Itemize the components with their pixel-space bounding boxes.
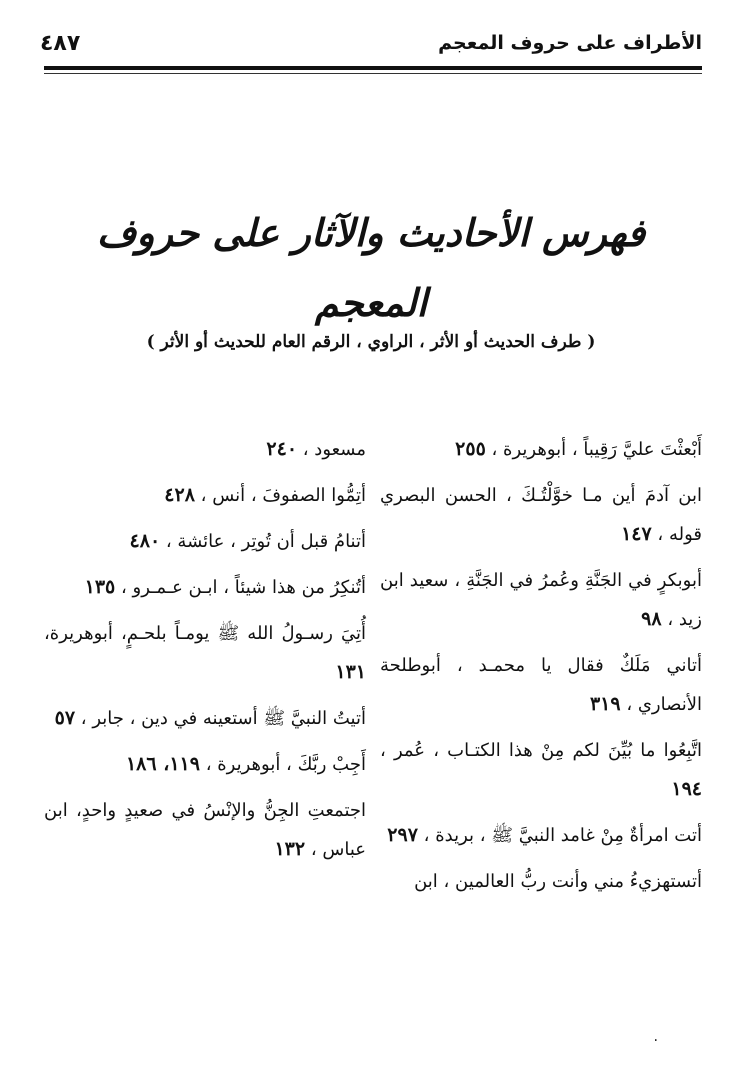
entry-number: ٩٨ <box>641 608 662 630</box>
index-entry <box>380 430 702 469</box>
index-entry <box>380 816 702 855</box>
entry-number: ١١٩، ١٨٦ <box>125 753 200 775</box>
entry-number: ٣١٩ <box>589 693 621 715</box>
index-entry <box>44 476 366 515</box>
index-columns <box>44 430 702 1030</box>
entry-text: أتت امرأةٌ مِنْ غامد النبيَّ ﷺ ، بريدة ، <box>423 825 702 846</box>
entry-text: أتُنكِرُ من هذا شيئاً ، ابـن عـمـرو ، <box>120 577 366 598</box>
index-entry <box>44 430 366 469</box>
index-subtitle: ( طرف الحديث أو الأثر ، الراوي ، الرقم العام للحديث أو الأثر ) <box>146 332 596 352</box>
entry-text: أَجِبْ ربَّكَ ، أبوهريرة ، <box>205 754 366 775</box>
entry-text: أتنامُ قبل أن تُوتِر ، عائشة ، <box>165 531 366 552</box>
index-entry <box>380 561 702 639</box>
header-rule-thick <box>44 66 702 70</box>
entry-text: اتَّبِعُوا ما بُيِّنَ لكم مِنْ هذا الكتـاب ، عُمر ، <box>380 740 702 761</box>
entry-text: أتِمُّوا الصفوفَ ، أنس ، <box>200 485 366 506</box>
index-entry <box>380 646 702 724</box>
entry-number: ٤٨٠ <box>129 530 161 552</box>
entry-number: ١٣٢ <box>274 838 306 860</box>
index-entry <box>380 731 702 809</box>
entry-text: أتيتُ النبيَّ ﷺ أستعينه في دين ، جابر ، <box>80 708 366 729</box>
index-entry <box>44 745 366 784</box>
index-entry <box>44 568 366 607</box>
index-entry <box>380 862 702 901</box>
entry-text: اجتمعتِ الجِنُّ والإنْسُ في صعيدٍ واحدٍ، ابن عباس ، <box>44 800 366 860</box>
entry-text: أتستهزيءُ مني وأنت ربُّ العالمين ، ابن <box>414 871 702 892</box>
header-rule-thin <box>44 73 702 74</box>
page-ornament: ٠ <box>652 1032 660 1048</box>
entry-text: ابن آدمَ أين مـا خوَّلْتُـكَ ، الحسن البصري قوله ، <box>380 485 702 545</box>
running-title: الأطراف على حروف المعجم <box>438 32 702 54</box>
entry-number: ٤٢٨ <box>164 484 195 506</box>
entry-number: ٥٧ <box>54 707 76 729</box>
page-number: ٤٨٧ <box>40 30 81 56</box>
index-entry <box>44 791 366 869</box>
entry-number: ١٤٧ <box>621 523 652 545</box>
entry-text: أُتِيَ رسـولُ الله ﷺ يومـاً بلحـمٍ، أبوهريرة، <box>44 623 366 644</box>
index-entry <box>44 699 366 738</box>
entry-text: مسعود ، <box>302 439 366 460</box>
page-header <box>40 28 702 58</box>
index-entry <box>44 522 366 561</box>
index-entry <box>380 476 702 554</box>
entry-text: أتاني مَلَكٌ فقال يا محمـد ، أبوطلحة الأنصاري ، <box>380 655 702 715</box>
entry-number: ١٣١ <box>335 661 366 683</box>
entry-number: ٢٤٠ <box>266 438 298 460</box>
entry-number: ٢٥٥ <box>455 438 486 460</box>
entry-text: أبوبكرٍ في الجَنَّةِ وعُمرُ في الجَنَّةِ ، سعيد ابن زيد ، <box>380 570 702 630</box>
entry-text: أَبْعثْتَ عليَّ رَقِيباً ، أبوهريرة ، <box>491 439 702 460</box>
index-entry <box>44 614 366 692</box>
right-column <box>380 430 702 1030</box>
entry-number: ٢٩٧ <box>387 824 418 846</box>
entry-number: ١٩٤ <box>671 778 702 800</box>
entry-number: ١٣٥ <box>84 576 116 598</box>
left-column <box>44 430 366 1030</box>
index-title: فهرس الأحاديث والآثار على حروف المعجم <box>96 210 646 325</box>
